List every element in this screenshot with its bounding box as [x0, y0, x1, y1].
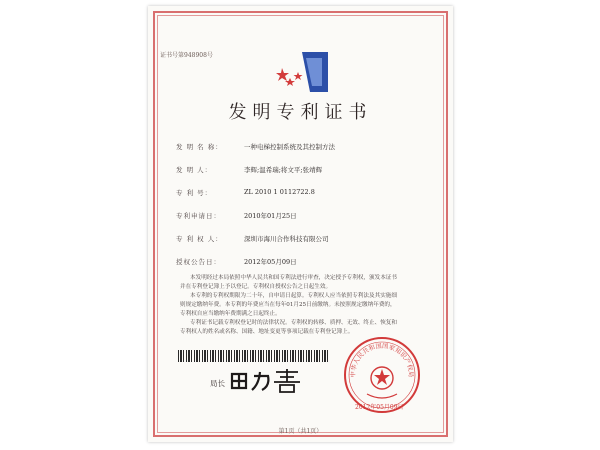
- seal-date: 2012年05月09日: [355, 404, 404, 411]
- director-signature: [228, 366, 308, 394]
- patentee-label: 专 利 权 人：: [176, 235, 223, 243]
- patent-certificate: [148, 6, 453, 442]
- certificate-body-line: 本专利的专利权期限为二十年，自申请日起算。专利权人应当依照专利法及其实施细: [190, 293, 397, 299]
- patent-number-value: ZL 2010 1 0112722.8: [244, 188, 315, 196]
- inventor-value: 李辉;温希瑞;将文平;张靖辉: [244, 166, 323, 174]
- certificate-body-line: 本发明经过本局依照中华人民共和国专利法进行审查，决定授予专利权，颁发本证书: [190, 275, 397, 281]
- application-date-label: 专利申请日：: [176, 212, 221, 220]
- svg-text:中华人民共和国国家知识产权局: 中华人民共和国国家知识产权局: [349, 342, 415, 378]
- invention-name-value: 一种电梯控制系统及其控制方法: [244, 143, 335, 151]
- certificate-body-line: 则规定缴纳年费。本专利的年费应当在每年01月25日前缴纳。未按照规定缴纳年费的，: [180, 302, 396, 308]
- certificate-title: 发明专利证书: [228, 102, 373, 123]
- page-footer: 第1页（共1页）: [278, 428, 323, 435]
- patentee-value: 深圳市海川合作科技有限公司: [244, 235, 329, 243]
- grant-date-label: 授权公告日：: [176, 258, 221, 266]
- barcode: [178, 350, 328, 362]
- certificate-body-line: 专利证书记载专利权登记时的法律状况。专利权的转移、质押、无效、终止、恢复和: [190, 320, 397, 326]
- certificate-body-line: 专利权人的姓名或名称、国籍、地址变更等事项记载在专利登记簿上。: [180, 329, 354, 335]
- certificate-body-line: 并在专利登记簿上予以登记。专利权自授权公告之日起生效。: [180, 284, 332, 290]
- patent-number-label: 专 利 号：: [176, 189, 213, 197]
- invention-name-label: 发 明 名 称：: [176, 143, 223, 151]
- inventor-label: 发 明 人：: [176, 166, 213, 174]
- certificate-number: 证书号第948908号: [160, 52, 213, 59]
- certificate-body-line: 专利权自应当缴纳年费期满之日起终止。: [180, 311, 281, 317]
- director-label: 局长: [210, 379, 225, 388]
- grant-date-value: 2012年05月09日: [244, 258, 297, 266]
- patent-office-logo-icon: [276, 48, 330, 96]
- application-date-value: 2010年01月25日: [244, 212, 297, 220]
